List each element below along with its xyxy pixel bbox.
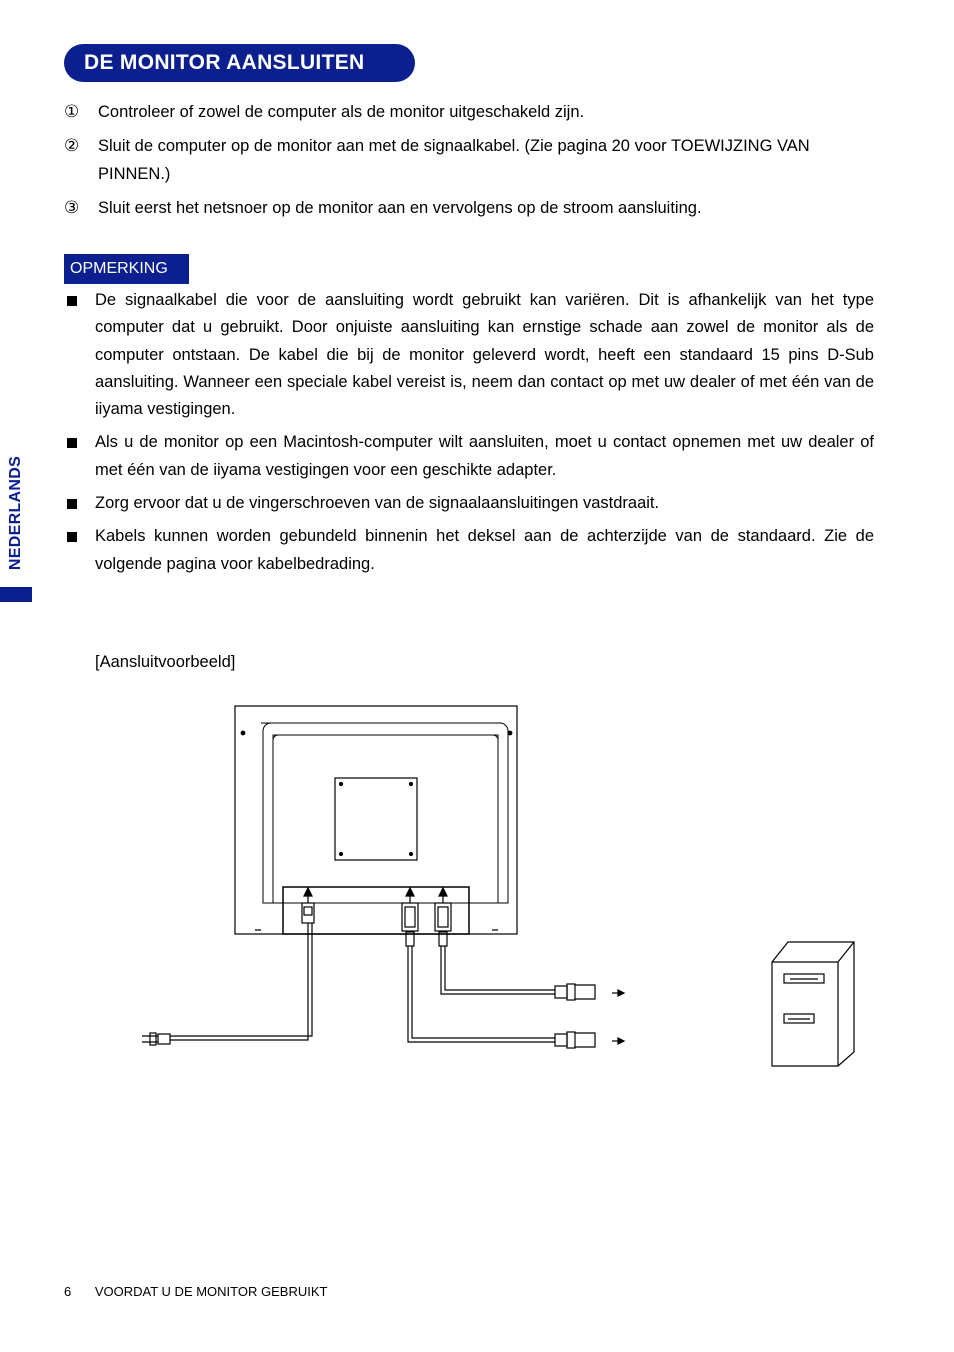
square-bullet-icon: [67, 532, 77, 542]
step-number: ②: [64, 136, 80, 155]
connection-diagram: [130, 700, 860, 1080]
language-tab-bar: [0, 587, 32, 602]
note-item: [64, 490, 874, 517]
step-number: ①: [64, 102, 80, 121]
computer-tower-icon: [772, 942, 854, 1066]
signal-connector-icon: [435, 903, 595, 1000]
steps-list: [64, 98, 874, 228]
note-label: OPMERKING: [64, 254, 189, 284]
footer-section: VOORDAT U DE MONITOR GEBRUIKT: [94, 1284, 328, 1299]
figure-caption: [Aansluitvoorbeeld]: [95, 653, 236, 671]
notes-list: [64, 287, 874, 584]
step-text: Sluit de computer op de monitor aan met de signaalkabel. (Zie pagina 20 voor TOEWIJZING VAN PINNEN.): [98, 137, 810, 183]
arrow-right-icon: [612, 990, 624, 1044]
note-text: Als u de monitor op een Macintosh-computer wilt aansluiten, moet u contact opnemen met uw dealer of met één van de iiyama vestigingen voor een geschikte adapter.: [95, 433, 874, 479]
step-item: [64, 132, 874, 188]
note-text: Kabels kunnen worden gebundeld binnenin het deksel aan de achterzijde van de standaard. Zie de volgende pagina voor kabelbedrading.: [95, 527, 874, 573]
step-number: ③: [64, 198, 80, 217]
note-item: [64, 429, 874, 484]
square-bullet-icon: [67, 296, 77, 306]
page-footer: [64, 1284, 327, 1299]
monitor-back: [235, 706, 517, 934]
square-bullet-icon: [67, 499, 77, 509]
note-item: [64, 523, 874, 578]
step-text: Controleer of zowel de computer als de monitor uitgeschakeld zijn.: [98, 103, 585, 121]
step-item: [64, 194, 874, 222]
square-bullet-icon: [67, 438, 77, 448]
page-number: 6: [64, 1284, 72, 1299]
arrow-up-icon: [304, 888, 447, 903]
language-tab-label: NEDERLANDS: [7, 455, 24, 571]
signal-connector-icon: [402, 903, 595, 1048]
note-item: [64, 287, 874, 423]
power-connector-icon: [142, 903, 314, 1045]
step-text: Sluit eerst het netsnoer op de monitor aan en vervolgens op de stroom aansluiting.: [98, 199, 702, 217]
step-item: [64, 98, 874, 126]
note-text: Zorg ervoor dat u de vingerschroeven van de signaalaansluitingen vastdraait.: [95, 494, 660, 513]
page-title: DE MONITOR AANSLUITEN: [64, 44, 415, 82]
note-text: De signaalkabel die voor de aansluiting wordt gebruikt kan variëren. Dit is afhankelijk van het type computer dat u gebruikt. Door onjuiste aansluiting kan ernstige schade aan zowel de monitor als de computer ontstaan. De kabel die bij de monitor geleverd wordt, heeft een standaard 15 pins D-Sub aansluiting. Wanneer een speciale kabel vereist is, neem dan contact op met uw dealer of met één van de iiyama vestigingen.: [95, 291, 874, 419]
